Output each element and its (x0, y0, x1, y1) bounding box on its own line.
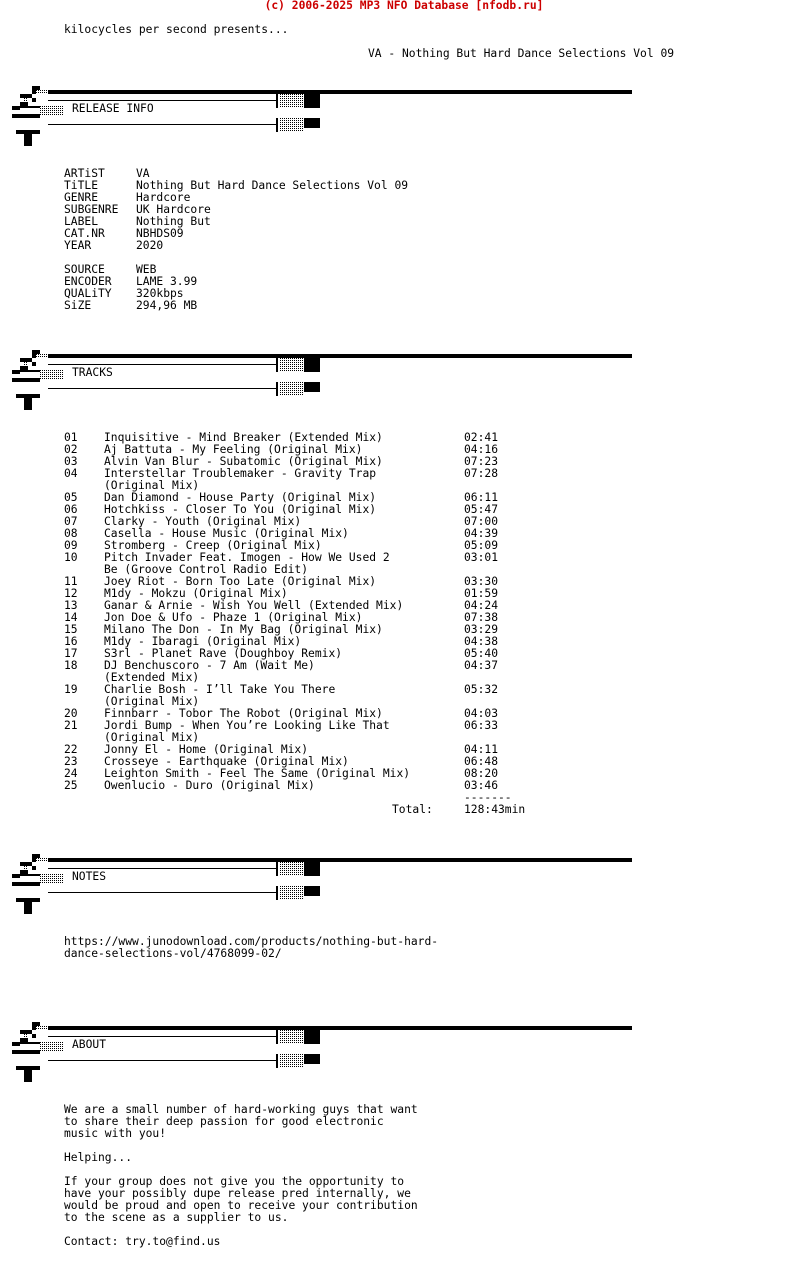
track-duration: 04:03 (464, 707, 499, 720)
track-title: DJ Benchuscoro - 7 Am (Wait Me) (104, 659, 315, 672)
ascii-banner-art (8, 350, 638, 412)
track-title: M1dy - Ibaragi (Original Mix) (104, 635, 302, 648)
track-title: Milano The Don - In My Bag (Original Mix) (104, 623, 383, 636)
notes-line: https://www.junodownload.com/products/nothing-but-hard- (64, 935, 439, 948)
track-duration: 01:59 (464, 587, 499, 600)
track-title: Aj Battuta - My Feeling (Original Mix) (104, 443, 363, 456)
about-line: music with you! (64, 1127, 167, 1140)
track-number: 04 (64, 467, 78, 480)
track-duration: 02:41 (464, 431, 499, 444)
info-label: SiZE (64, 299, 92, 312)
section-banner-release-info (8, 86, 638, 148)
track-duration: 07:00 (464, 515, 499, 528)
track-title: M1dy - Mokzu (Original Mix) (104, 587, 288, 600)
track-number: 01 (64, 431, 78, 444)
track-title-continued: (Original Mix) (104, 731, 200, 744)
ascii-banner-art (8, 86, 638, 148)
track-duration: 04:11 (464, 743, 499, 756)
info-value: VA (136, 167, 150, 180)
track-title: Interstellar Troublemaker - Gravity Trap (104, 467, 377, 480)
info-value: WEB (136, 263, 157, 276)
track-number: 12 (64, 587, 78, 600)
track-number: 20 (64, 707, 78, 720)
track-title: Alvin Van Blur - Subatomic (Original Mix) (104, 455, 383, 468)
track-title: Hotchkiss - Closer To You (Original Mix) (104, 503, 377, 516)
track-title: Dan Diamond - House Party (Original Mix) (104, 491, 377, 504)
track-number: 02 (64, 443, 78, 456)
track-title: Stromberg - Creep (Original Mix) (104, 539, 322, 552)
track-duration: 07:38 (464, 611, 499, 624)
section-title-notes: NOTES (72, 870, 107, 883)
track-title: Jon Doe & Ufo - Phaze 1 (Original Mix) (104, 611, 363, 624)
info-label: ARTiST (64, 167, 105, 180)
track-duration: 05:32 (464, 683, 499, 696)
notes-line: dance-selections-vol/4768099-02/ (64, 947, 282, 960)
track-title: Joey Riot - Born Too Late (Original Mix) (104, 575, 377, 588)
track-title: Clarky - Youth (Original Mix) (104, 515, 302, 528)
section-title-tracks: TRACKS (72, 366, 113, 379)
info-label: GENRE (64, 191, 99, 204)
info-value: Nothing But Hard Dance Selections Vol 09 (136, 179, 409, 192)
total-separator: ------- (464, 791, 512, 804)
track-duration: 07:23 (464, 455, 499, 468)
about-line: to the scene as a supplier to us. (64, 1211, 289, 1224)
info-value: 320kbps (136, 287, 184, 300)
info-label: SUBGENRE (64, 203, 119, 216)
track-number: 06 (64, 503, 78, 516)
track-number: 23 (64, 755, 78, 768)
section-title-about: ABOUT (72, 1038, 107, 1051)
track-duration: 07:28 (464, 467, 499, 480)
track-title-continued: (Extended Mix) (104, 671, 200, 684)
section-banner-about (8, 1022, 638, 1084)
info-value: 2020 (136, 239, 164, 252)
about-line: Contact: try.to@find.us (64, 1235, 221, 1248)
track-number: 16 (64, 635, 78, 648)
info-label: ENCODER (64, 275, 112, 288)
track-title: Pitch Invader Feat. Imogen - How We Used 2 (104, 551, 390, 564)
track-duration: 03:30 (464, 575, 499, 588)
about-line: have your possibly dupe release pred internally, we (64, 1187, 411, 1200)
track-title: Leighton Smith - Feel The Same (Original Mix) (104, 767, 411, 780)
track-title: Owenlucio - Duro (Original Mix) (104, 779, 315, 792)
track-number: 13 (64, 599, 78, 612)
track-number: 05 (64, 491, 78, 504)
track-title-continued: (Original Mix) (104, 479, 200, 492)
section-title-release-info: RELEASE INFO (72, 102, 154, 115)
track-duration: 04:39 (464, 527, 499, 540)
track-number: 21 (64, 719, 78, 732)
track-number: 17 (64, 647, 78, 660)
section-banner-notes (8, 854, 638, 916)
track-number: 25 (64, 779, 78, 792)
track-number: 08 (64, 527, 78, 540)
intro-line: kilocycles per second presents... (64, 23, 289, 36)
about-line: If your group does not give you the opportunity to (64, 1175, 405, 1188)
info-label: TiTLE (64, 179, 99, 192)
track-duration: 04:24 (464, 599, 499, 612)
info-label: YEAR (64, 239, 92, 252)
track-title: Jordi Bump - When You’re Looking Like That (104, 719, 390, 732)
track-number: 07 (64, 515, 78, 528)
about-line: would be proud and open to receive your contribution (64, 1199, 418, 1212)
info-label: LABEL (64, 215, 99, 228)
track-duration: 06:48 (464, 755, 499, 768)
info-label: QUALiTY (64, 287, 112, 300)
section-banner-tracks (8, 350, 638, 412)
track-number: 15 (64, 623, 78, 636)
track-title: Charlie Bosh - I’ll Take You There (104, 683, 336, 696)
copyright-banner: (c) 2006-2025 MP3 NFO Database [nfodb.ru] (264, 0, 544, 12)
track-duration: 06:11 (464, 491, 499, 504)
track-duration: 03:01 (464, 551, 499, 564)
track-duration: 05:09 (464, 539, 499, 552)
track-duration: 03:46 (464, 779, 499, 792)
track-number: 11 (64, 575, 78, 588)
info-label: CAT.NR (64, 227, 105, 240)
track-title: Ganar & Arnie - Wish You Well (Extended Mix) (104, 599, 404, 612)
about-line: Helping... (64, 1151, 133, 1164)
release-headline: VA - Nothing But Hard Dance Selections Vol 09 (368, 47, 675, 60)
track-title-continued: Be (Groove Control Radio Edit) (104, 563, 309, 576)
track-number: 03 (64, 455, 78, 468)
info-value: LAME 3.99 (136, 275, 198, 288)
track-duration: 08:20 (464, 767, 499, 780)
ascii-banner-art (8, 854, 638, 916)
info-value: Nothing But (136, 215, 211, 228)
track-duration: 04:38 (464, 635, 499, 648)
track-title: S3rl - Planet Rave (Doughboy Remix) (104, 647, 343, 660)
info-label: SOURCE (64, 263, 105, 276)
info-value: UK Hardcore (136, 203, 211, 216)
total-label: Total: (392, 803, 433, 816)
ascii-banner-art (8, 1022, 638, 1084)
track-duration: 05:40 (464, 647, 499, 660)
track-title: Jonny El - Home (Original Mix) (104, 743, 309, 756)
track-number: 19 (64, 683, 78, 696)
track-number: 09 (64, 539, 78, 552)
track-title: Finnbarr - Tobor The Robot (Original Mix) (104, 707, 383, 720)
track-number: 22 (64, 743, 78, 756)
track-duration: 03:29 (464, 623, 499, 636)
track-number: 14 (64, 611, 78, 624)
track-number: 10 (64, 551, 78, 564)
total-time: 128:43min (464, 803, 526, 816)
track-title-continued: (Original Mix) (104, 695, 200, 708)
track-number: 18 (64, 659, 78, 672)
track-number: 24 (64, 767, 78, 780)
track-duration: 05:47 (464, 503, 499, 516)
track-duration: 04:37 (464, 659, 499, 672)
track-title: Inquisitive - Mind Breaker (Extended Mix) (104, 431, 383, 444)
info-value: 294,96 MB (136, 299, 198, 312)
track-title: Casella - House Music (Original Mix) (104, 527, 349, 540)
info-value: NBHDS09 (136, 227, 184, 240)
about-line: We are a small number of hard-working guys that want (64, 1103, 418, 1116)
track-title: Crosseye - Earthquake (Original Mix) (104, 755, 349, 768)
info-value: Hardcore (136, 191, 191, 204)
track-duration: 06:33 (464, 719, 499, 732)
about-line: to share their deep passion for good electronic (64, 1115, 384, 1128)
track-duration: 04:16 (464, 443, 499, 456)
